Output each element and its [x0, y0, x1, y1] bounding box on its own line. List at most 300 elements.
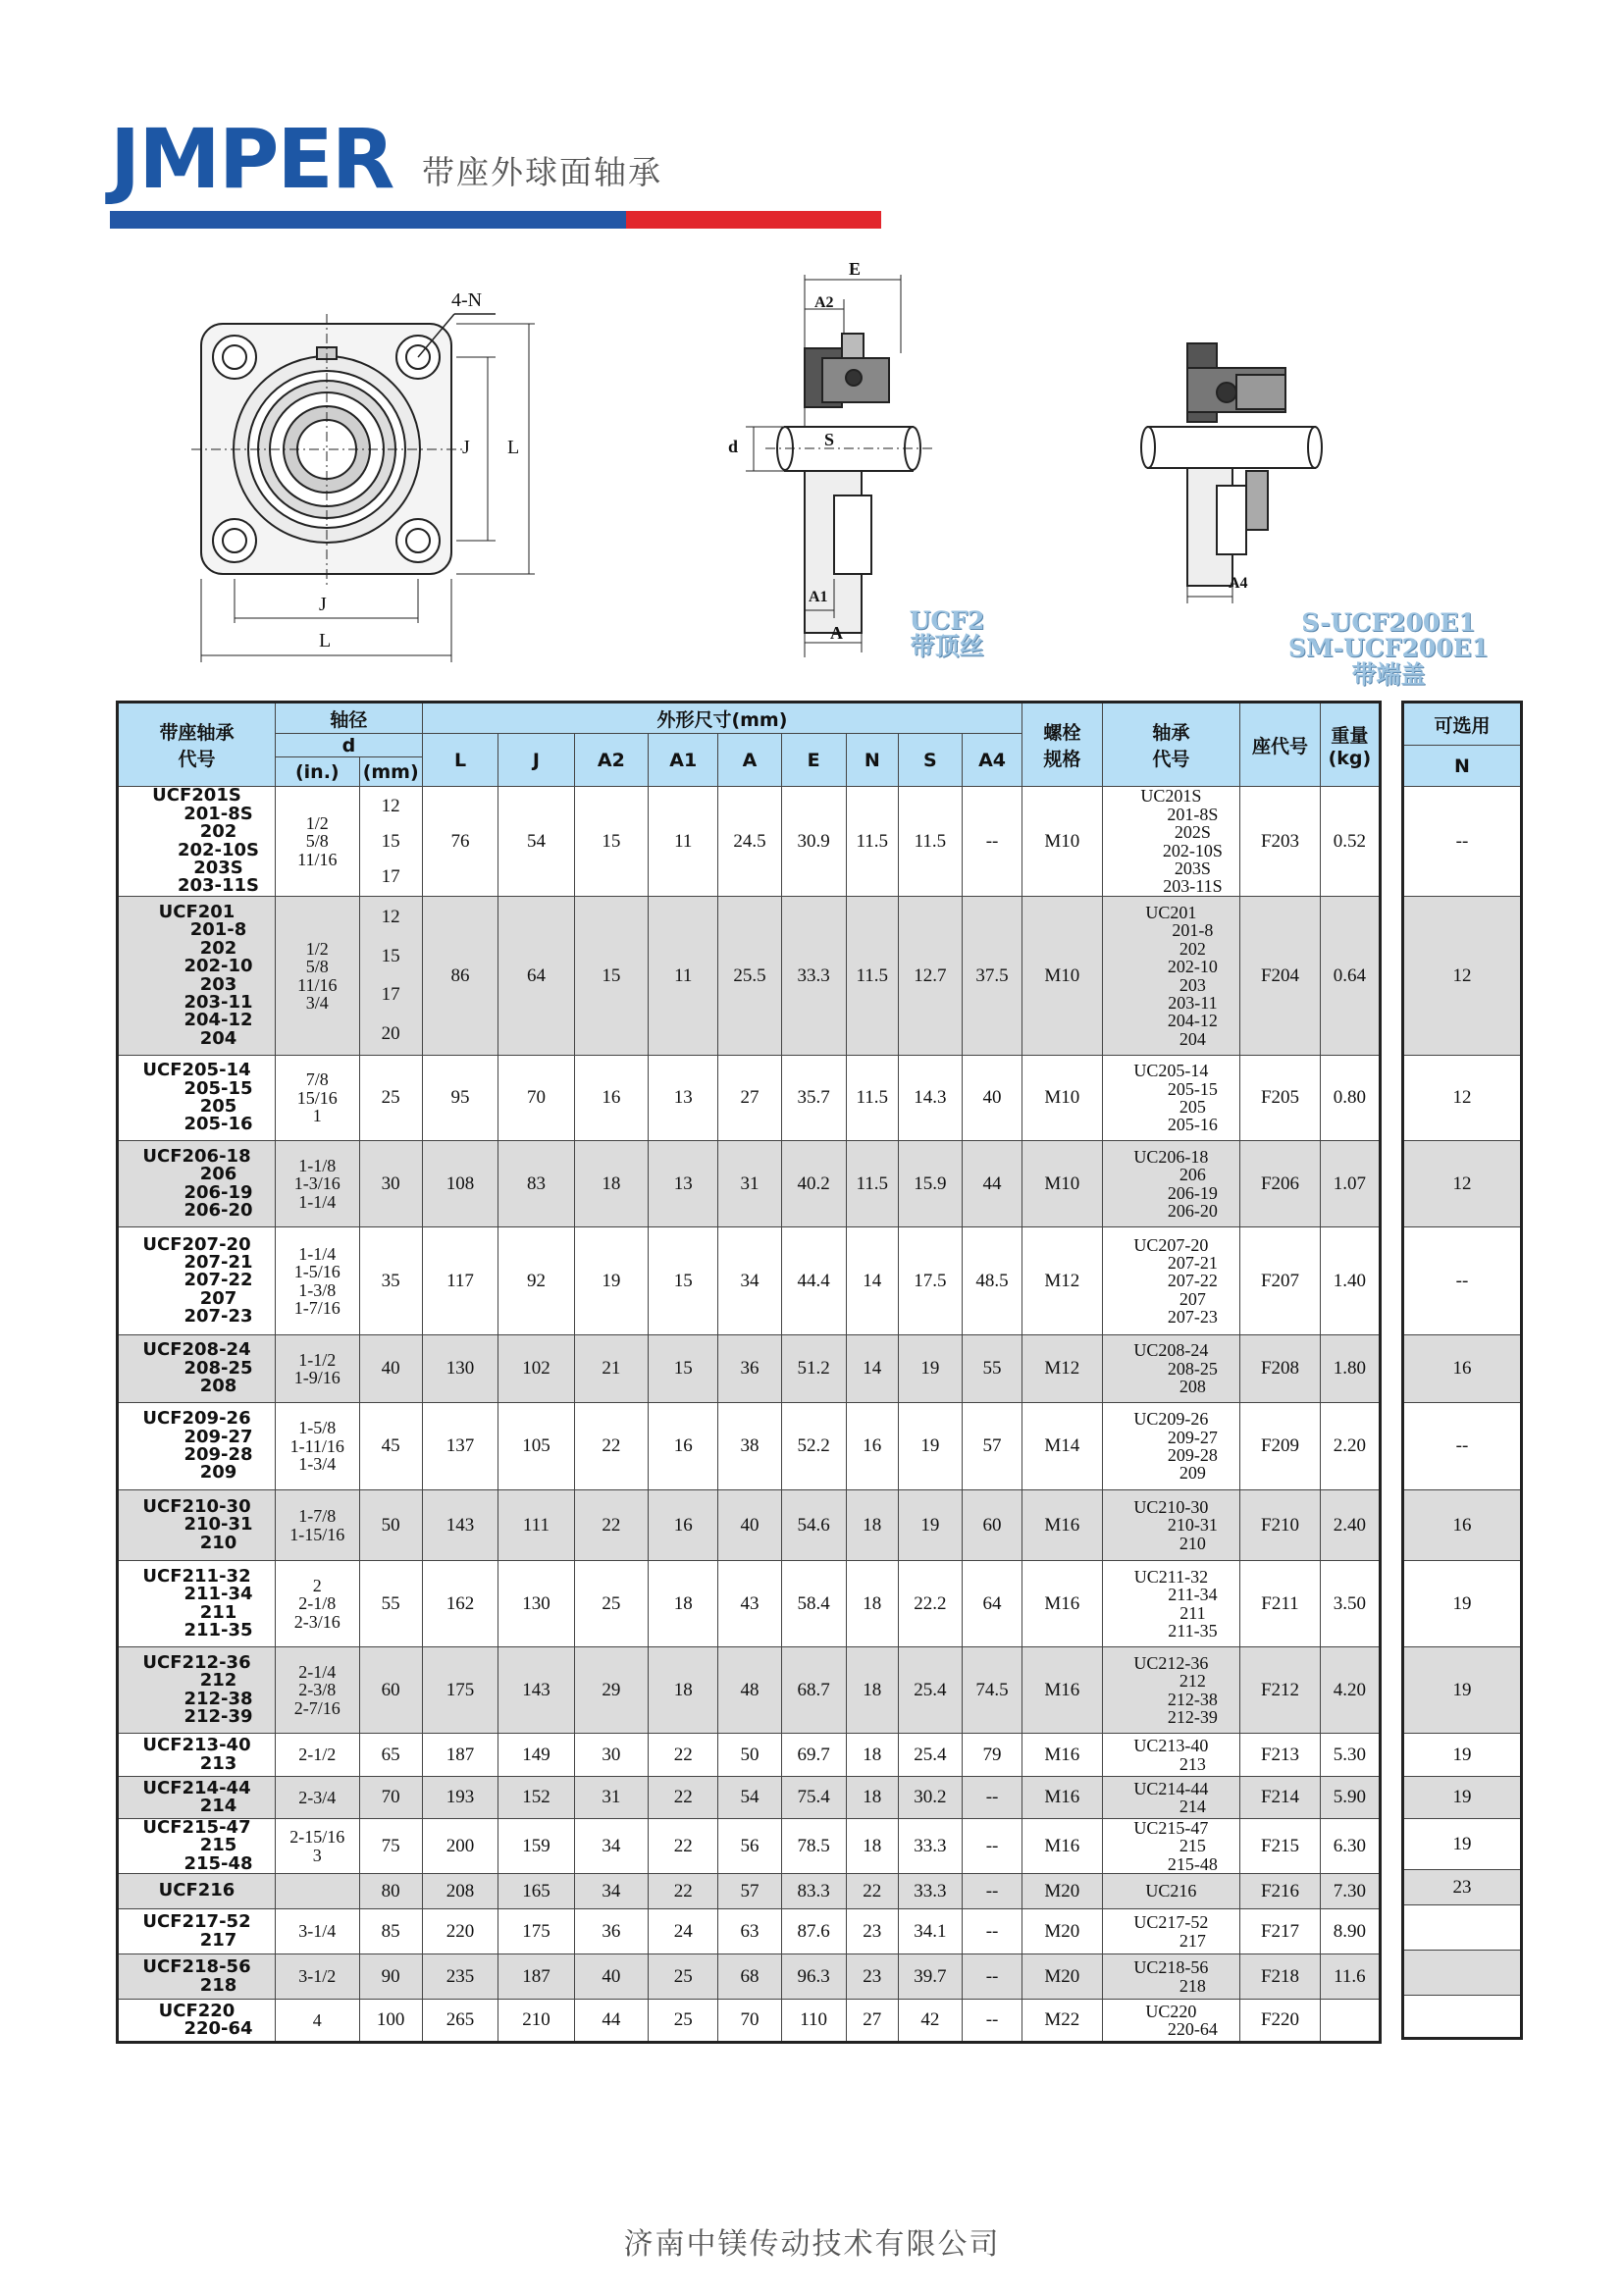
cell-weight: 11.6: [1320, 1954, 1380, 2000]
header-bar-blue: [110, 211, 626, 229]
cell-a2: 16: [574, 1056, 648, 1141]
cell-a2: 29: [574, 1647, 648, 1734]
optional-n-value: --: [1403, 1227, 1522, 1335]
mm-cell: [359, 1141, 422, 1227]
model-line: 207-23: [183, 1306, 253, 1328]
optional-row: [1403, 1951, 1522, 1996]
cell-n: 11.5: [846, 787, 898, 897]
cell-a4: --: [962, 1909, 1022, 1954]
cell-a: 54: [718, 1777, 781, 1819]
cell-l: 143: [422, 1490, 498, 1561]
cell-e: 110: [781, 2000, 846, 2043]
model-line: 204: [199, 1027, 237, 1049]
cell-n: 23: [846, 1954, 898, 2000]
table-row: [118, 1056, 1381, 1141]
cell-s: 17.5: [898, 1227, 962, 1335]
cell-a2: 19: [574, 1227, 648, 1335]
bearing-cell: [1102, 1874, 1240, 1909]
cell-a1: 22: [649, 1734, 718, 1777]
inch-line: 1-7/16: [293, 1297, 341, 1318]
cell-weight: 2.40: [1320, 1490, 1380, 1561]
model-line: 201-8S: [183, 803, 253, 824]
model-line: 212-39: [183, 1705, 253, 1727]
mm-value: 45: [381, 1435, 400, 1456]
cell-n: 18: [846, 1490, 898, 1561]
model-cell: [118, 1490, 276, 1561]
bearing-cell: [1102, 1227, 1240, 1335]
cell-j: 102: [498, 1335, 574, 1403]
bearing-line: UC208-24: [1133, 1340, 1209, 1361]
cell-n: 18: [846, 1647, 898, 1734]
bearing-line: 207-23: [1167, 1307, 1218, 1328]
cell-j: 105: [498, 1403, 574, 1490]
cell-a: 27: [718, 1056, 781, 1141]
table-row: [118, 1819, 1381, 1874]
bearing-line: 204-12: [1167, 1011, 1218, 1031]
bearing-line: 209-28: [1167, 1445, 1218, 1465]
cell-e: 51.2: [781, 1335, 846, 1403]
cell-housing: F206: [1240, 1141, 1321, 1227]
optional-row: [1403, 1996, 1522, 2039]
mm-cell: [359, 1909, 422, 1954]
model-line: UCF217-52: [142, 1911, 251, 1933]
cell-n: 18: [846, 1734, 898, 1777]
label-a: A: [830, 623, 843, 643]
cell-s: 19: [898, 1403, 962, 1490]
cell-bolt: M10: [1022, 1056, 1103, 1141]
inch-cell: [275, 897, 359, 1056]
optional-n-value: [1403, 1905, 1522, 1951]
cell-j: 64: [498, 897, 574, 1056]
cell-weight: 2.20: [1320, 1403, 1380, 1490]
inch-line: 1-3/16: [293, 1173, 341, 1194]
mm-cell: [359, 1954, 422, 2000]
model-cell: [118, 787, 276, 897]
col-bolt: 螺栓 规格: [1022, 703, 1103, 787]
model-line: UCF211-32: [142, 1565, 251, 1587]
model-line: 211-35: [183, 1619, 253, 1641]
col-L: L: [422, 734, 498, 787]
cell-a: 25.5: [718, 897, 781, 1056]
cell-l: 95: [422, 1056, 498, 1141]
model-cell: [118, 1954, 276, 2000]
bearing-line: UC207-20: [1133, 1234, 1209, 1255]
optional-n-value: 12: [1403, 897, 1522, 1056]
cell-e: 68.7: [781, 1647, 846, 1734]
cell-l: 86: [422, 897, 498, 1056]
inch-cell: [275, 1490, 359, 1561]
model-line: UCF210-30: [142, 1495, 251, 1517]
optional-n-value: [1403, 1951, 1522, 1996]
cell-s: 11.5: [898, 787, 962, 897]
model-line: 209: [199, 1462, 237, 1484]
bearing-line: UC214-44: [1133, 1778, 1209, 1798]
side-view-e1-drawing: [1138, 334, 1335, 608]
cell-a4: --: [962, 2000, 1022, 2043]
cell-j: 83: [498, 1141, 574, 1227]
cell-housing: F218: [1240, 1954, 1321, 2000]
cell-a: 31: [718, 1141, 781, 1227]
inch-line: 3-1/4: [298, 1921, 337, 1942]
bearing-line: 212: [1179, 1671, 1206, 1692]
model-line: 203: [199, 973, 237, 995]
bearing-line: 211-34: [1168, 1585, 1218, 1605]
bearing-line: 220-64: [1167, 2019, 1218, 2040]
cell-bolt: M14: [1022, 1403, 1103, 1490]
bearing-cell: [1102, 1777, 1240, 1819]
bearing-cell: [1102, 1561, 1240, 1647]
mm-cell: [359, 1874, 422, 1909]
cell-n: 16: [846, 1403, 898, 1490]
cell-n: 14: [846, 1227, 898, 1335]
col-A2: A2: [574, 734, 648, 787]
cell-a4: 55: [962, 1335, 1022, 1403]
footer-company: 济南中镁传动技术有限公司: [623, 2227, 1001, 2262]
model-cell: [118, 1777, 276, 1819]
cell-bolt: M16: [1022, 1734, 1103, 1777]
inch-line: 1-1/4: [298, 1243, 337, 1264]
cell-a4: --: [962, 1819, 1022, 1874]
optional-n-value: 19: [1403, 1819, 1522, 1870]
mm-value: 12: [381, 795, 400, 816]
bearing-cell: [1102, 1819, 1240, 1874]
model-line: UCF212-36: [142, 1651, 251, 1673]
inch-line: 1-11/16: [289, 1435, 344, 1456]
bearing-line: 203: [1179, 974, 1206, 995]
cell-e: 44.4: [781, 1227, 846, 1335]
cell-e: 78.5: [781, 1819, 846, 1874]
mm-value: 17: [381, 865, 400, 887]
optional-row: [1403, 1647, 1522, 1734]
bearing-cell: [1102, 1647, 1240, 1734]
cell-n: 18: [846, 1777, 898, 1819]
inch-line: 2-15/16: [289, 1827, 345, 1848]
bearing-line: 210-31: [1167, 1515, 1218, 1536]
cell-j: 130: [498, 1561, 574, 1647]
cell-n: 14: [846, 1335, 898, 1403]
cell-s: 25.4: [898, 1734, 962, 1777]
bearing-line: UC218-56: [1133, 1957, 1209, 1978]
mm-cell: [359, 1227, 422, 1335]
inch-line: 2-7/16: [293, 1697, 341, 1718]
model-line: 205-16: [183, 1114, 253, 1135]
label-j-horizontal: J: [319, 594, 327, 615]
bearing-line: 213: [1179, 1753, 1206, 1774]
bearing-line: 206: [1179, 1165, 1206, 1185]
optional-row: [1403, 1403, 1522, 1490]
inch-line: 1: [312, 1106, 322, 1126]
cell-l: 108: [422, 1141, 498, 1227]
mm-cell: [359, 1647, 422, 1734]
optional-n-value: 16: [1403, 1335, 1522, 1403]
caption-e1-line1: S-UCF200E1: [1301, 608, 1476, 637]
bearing-line: UC211-32: [1133, 1566, 1209, 1587]
inch-line: 15/16: [296, 1087, 338, 1108]
cell-n: 18: [846, 1561, 898, 1647]
bearing-line: UC215-47: [1133, 1818, 1209, 1838]
bearing-line: 217: [1179, 1930, 1206, 1951]
cell-e: 69.7: [781, 1734, 846, 1777]
cell-weight: 0.64: [1320, 897, 1380, 1056]
cell-a2: 15: [574, 787, 648, 897]
bearing-line: 207: [1179, 1288, 1206, 1309]
cell-s: 33.3: [898, 1819, 962, 1874]
mm-value: 40: [381, 1358, 400, 1379]
bearing-line: 215-48: [1167, 1853, 1218, 1874]
inch-line: 7/8: [305, 1069, 329, 1090]
cell-a1: 13: [649, 1141, 718, 1227]
cell-a2: 44: [574, 2000, 648, 2043]
col-inch: (in.): [275, 757, 359, 787]
cell-a4: 74.5: [962, 1647, 1022, 1734]
model-line: UCF213-40: [142, 1735, 251, 1756]
model-line: 207-21: [183, 1251, 253, 1273]
inch-line: 1-3/4: [298, 1454, 337, 1475]
bearing-cell: [1102, 1734, 1240, 1777]
mm-value: 60: [381, 1679, 400, 1700]
col-housing: 座代号: [1240, 703, 1321, 787]
optional-title: 可选用: [1403, 703, 1522, 746]
model-line: 205-15: [183, 1077, 253, 1099]
model-line: 209-28: [183, 1444, 253, 1465]
inch-line: 5/8: [305, 831, 329, 852]
cell-n: 23: [846, 1909, 898, 1954]
cell-weight: 5.90: [1320, 1777, 1380, 1819]
table-row: [118, 787, 1381, 897]
cell-weight: 7.30: [1320, 1874, 1380, 1909]
model-cell: [118, 1141, 276, 1227]
label-s: S: [824, 430, 835, 449]
bearing-line: UC213-40: [1133, 1736, 1209, 1756]
cell-e: 75.4: [781, 1777, 846, 1819]
model-cell: [118, 1819, 276, 1874]
label-a4: A4: [1229, 575, 1248, 592]
bearing-line: UC205-14: [1133, 1061, 1209, 1081]
cell-j: 54: [498, 787, 574, 897]
mm-cell: [359, 2000, 422, 2043]
cell-a2: 22: [574, 1490, 648, 1561]
col-J: J: [498, 734, 574, 787]
cell-j: 210: [498, 2000, 574, 2043]
inch-cell: [275, 1561, 359, 1647]
cell-a4: --: [962, 1777, 1022, 1819]
cell-weight: 0.52: [1320, 787, 1380, 897]
cell-s: 22.2: [898, 1561, 962, 1647]
mm-value: 15: [381, 830, 400, 852]
caption-e1-line3: 带端盖: [1351, 659, 1426, 689]
inch-cell: [275, 1819, 359, 1874]
bearing-line: UC201S: [1140, 786, 1202, 807]
cell-a: 57: [718, 1874, 781, 1909]
cell-l: 117: [422, 1227, 498, 1335]
brand-logo: JMPER: [110, 111, 393, 207]
bearing-line: 203-11S: [1163, 876, 1223, 897]
optional-row: [1403, 787, 1522, 897]
mm-value: 75: [381, 1835, 400, 1856]
inch-line: 1-7/8: [298, 1506, 337, 1527]
cell-a4: --: [962, 787, 1022, 897]
cell-j: 152: [498, 1777, 574, 1819]
cell-a: 68: [718, 1954, 781, 2000]
model-line: 204-12: [183, 1010, 253, 1031]
cell-l: 235: [422, 1954, 498, 2000]
bearing-line: 212-38: [1167, 1689, 1218, 1709]
col-A: A: [718, 734, 781, 787]
bearing-line: 202S: [1174, 822, 1211, 843]
inch-cell: [275, 1227, 359, 1335]
model-line: 212-38: [183, 1688, 253, 1709]
optional-n-value: 16: [1403, 1490, 1522, 1561]
bearing-line: 218: [1179, 1975, 1206, 1996]
mm-cell: [359, 1403, 422, 1490]
cell-housing: F210: [1240, 1490, 1321, 1561]
mm-value: 80: [381, 1880, 400, 1901]
table-row: [118, 1874, 1381, 1909]
cell-l: 220: [422, 1909, 498, 1954]
cell-s: 39.7: [898, 1954, 962, 2000]
inch-line: 4: [312, 2009, 322, 2030]
cell-bolt: M10: [1022, 787, 1103, 897]
bearing-line: 204: [1179, 1028, 1206, 1049]
cell-a1: 18: [649, 1561, 718, 1647]
mm-value: 15: [381, 945, 400, 966]
cell-a1: 16: [649, 1403, 718, 1490]
model-line: 210: [199, 1532, 237, 1553]
inch-cell: [275, 1954, 359, 2000]
cell-a4: 48.5: [962, 1227, 1022, 1335]
model-line: 220-64: [183, 2018, 253, 2040]
label-a2: A2: [814, 294, 834, 311]
inch-line: 1-5/8: [298, 1418, 337, 1438]
cell-s: 34.1: [898, 1909, 962, 1954]
optional-n-value: 19: [1403, 1777, 1522, 1819]
inch-line: 1/2: [305, 938, 329, 959]
cell-bolt: M16: [1022, 1490, 1103, 1561]
model-line: 202: [199, 937, 237, 959]
cell-n: 11.5: [846, 1141, 898, 1227]
bearing-line: 210: [1179, 1533, 1206, 1553]
model-line: UCF205-14: [142, 1060, 251, 1081]
cell-bolt: M10: [1022, 897, 1103, 1056]
mm-cell: [359, 787, 422, 897]
mm-cell: [359, 1056, 422, 1141]
table-row: [118, 1141, 1381, 1227]
cell-a4: --: [962, 1954, 1022, 2000]
model-line: 217: [199, 1929, 237, 1951]
cell-e: 96.3: [781, 1954, 846, 2000]
table-row: [118, 1227, 1381, 1335]
cell-l: 208: [422, 1874, 498, 1909]
col-weight: 重量 (kg): [1320, 703, 1380, 787]
cell-j: 187: [498, 1954, 574, 2000]
cell-e: 30.9: [781, 787, 846, 897]
inch-line: 1-1/2: [298, 1349, 337, 1370]
mm-value: 17: [381, 984, 400, 1006]
cell-j: 175: [498, 1909, 574, 1954]
mm-value: 55: [381, 1592, 400, 1614]
caption-ucf2: [888, 608, 1006, 660]
bearing-line: 211: [1179, 1602, 1206, 1623]
cell-housing: F214: [1240, 1777, 1321, 1819]
cell-n: 27: [846, 2000, 898, 2043]
optional-row: [1403, 1905, 1522, 1951]
optional-row: [1403, 1335, 1522, 1403]
cell-a1: 11: [649, 897, 718, 1056]
bearing-cell: [1102, 1403, 1240, 1490]
mm-value: 35: [381, 1270, 400, 1291]
bearing-line: 202-10S: [1162, 840, 1223, 860]
cell-n: 11.5: [846, 897, 898, 1056]
inch-line: 3/4: [305, 992, 329, 1013]
cell-weight: 1.07: [1320, 1141, 1380, 1227]
mm-value: 25: [381, 1087, 400, 1108]
bearing-line: 207-22: [1167, 1271, 1218, 1291]
bearing-line: 203-11: [1168, 992, 1218, 1013]
model-line: 211-34: [183, 1584, 253, 1605]
label-j-vertical: J: [462, 437, 470, 458]
table-row: [118, 2000, 1381, 2043]
cell-a: 63: [718, 1909, 781, 1954]
cell-n: 22: [846, 1874, 898, 1909]
model-line: 203-11: [183, 991, 253, 1013]
cell-bolt: M22: [1022, 2000, 1103, 2043]
cell-l: 76: [422, 787, 498, 897]
inch-line: 11/16: [297, 849, 338, 869]
front-view-drawing: [191, 285, 564, 667]
bearing-line: 212-39: [1167, 1706, 1218, 1727]
cell-s: 25.4: [898, 1647, 962, 1734]
inch-line: 5/8: [305, 957, 329, 977]
label-e: E: [849, 259, 862, 279]
cell-e: 52.2: [781, 1403, 846, 1490]
bearing-line: UC210-30: [1133, 1496, 1209, 1517]
col-A1: A1: [649, 734, 718, 787]
cell-l: 175: [422, 1647, 498, 1734]
table-row: [118, 1954, 1381, 2000]
inch-line: 1/2: [305, 812, 329, 833]
mm-cell: [359, 1561, 422, 1647]
cell-l: 162: [422, 1561, 498, 1647]
cell-e: 87.6: [781, 1909, 846, 1954]
model-line: UCF215-47: [142, 1817, 251, 1838]
bearing-line: 202: [1179, 938, 1206, 959]
bearing-line: UC212-36: [1133, 1652, 1209, 1673]
cell-s: 12.7: [898, 897, 962, 1056]
model-line: UCF218-56: [142, 1956, 251, 1978]
cell-a1: 24: [649, 1909, 718, 1954]
mm-cell: [359, 1335, 422, 1403]
bearing-cell: [1102, 1909, 1240, 1954]
bearing-cell: [1102, 2000, 1240, 2043]
cell-bolt: M16: [1022, 1561, 1103, 1647]
cell-a4: 64: [962, 1561, 1022, 1647]
cell-weight: 1.40: [1320, 1227, 1380, 1335]
cell-a4: 57: [962, 1403, 1022, 1490]
cell-a4: 37.5: [962, 897, 1022, 1056]
label-l-vertical: L: [507, 437, 520, 458]
header-bar-red: [626, 211, 881, 229]
model-line: 218: [199, 1974, 237, 1996]
inch-line: 3: [312, 1845, 322, 1865]
cell-weight: 3.50: [1320, 1561, 1380, 1647]
cell-a1: 25: [649, 2000, 718, 2043]
bearing-line: UC209-26: [1133, 1409, 1209, 1430]
optional-n-value: 19: [1403, 1734, 1522, 1777]
inch-line: 1-5/16: [293, 1262, 341, 1282]
cell-housing: F217: [1240, 1909, 1321, 1954]
mm-value: 90: [381, 1965, 400, 1987]
model-line: 212: [199, 1670, 237, 1692]
